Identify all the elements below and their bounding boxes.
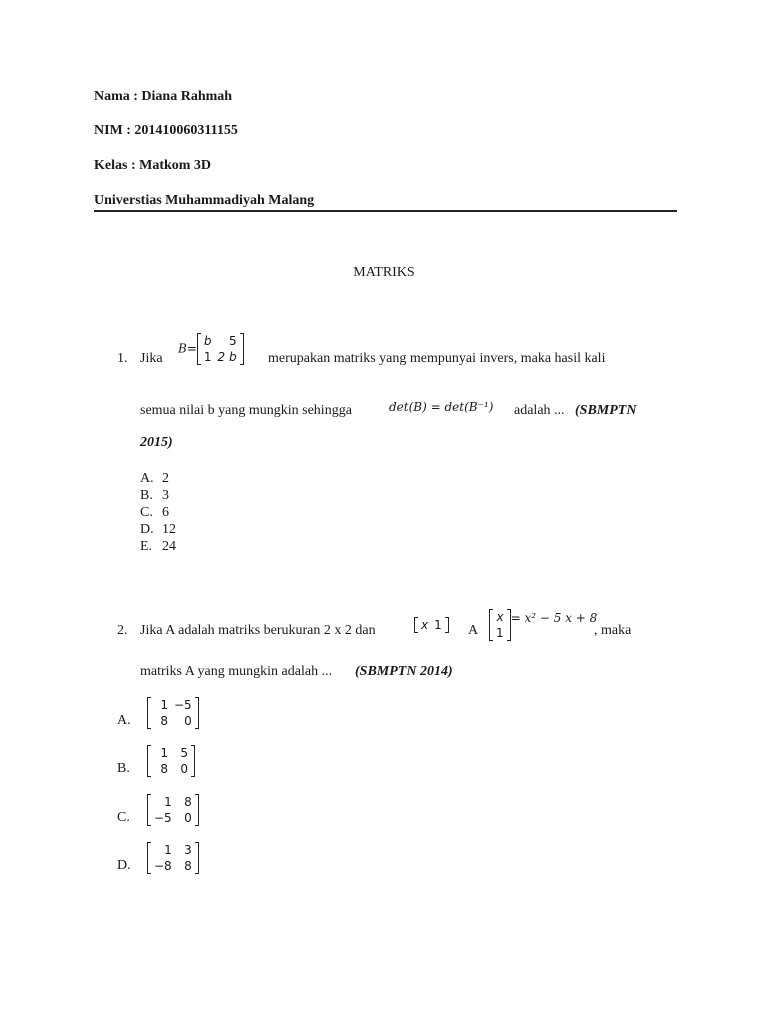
- question-2-text-line2: matriks A yang mungkin adalah ...: [140, 664, 333, 679]
- matrix-b-label: B: [178, 341, 187, 356]
- option-item: [140, 521, 176, 538]
- question-1-options: [140, 470, 176, 555]
- option-matrix-cell: 0: [180, 762, 188, 776]
- student-name: Nama : Diana Rahmah: [94, 89, 233, 104]
- page-title: MATRIKS: [353, 265, 415, 280]
- option-matrix-cell: 3: [184, 843, 192, 857]
- question-1-text-line1: merupakan matriks yang mempunyai invers, maka hasil kali: [268, 351, 606, 366]
- row-vector: [414, 617, 449, 633]
- option-matrix-cell: 0: [184, 714, 192, 728]
- student-nim: NIM : 201410060311155: [94, 123, 238, 138]
- option-matrix: [147, 842, 199, 874]
- option-matrix-cell: 8: [160, 714, 168, 728]
- matrix-a-label: A: [468, 623, 479, 638]
- quadratic-rhs: = x² − 5 x + 8: [510, 611, 598, 625]
- question-1-source-part1: (SBMPTN: [575, 403, 637, 418]
- option-label: D.: [117, 858, 131, 873]
- option-matrix-cell: 8: [160, 762, 168, 776]
- option-matrix-cell: 5: [180, 746, 188, 760]
- option-label: A.: [117, 713, 131, 728]
- option-value: 3: [162, 488, 169, 503]
- option-matrix-cell: −8: [154, 859, 172, 873]
- option-matrix: [147, 794, 199, 826]
- matrix-b-cell: b: [203, 334, 212, 348]
- question-2-source: (SBMPTN 2014): [355, 664, 453, 679]
- option-matrix-cell: 1: [164, 795, 172, 809]
- option-matrix-cell: 1: [160, 746, 168, 760]
- option-label: A.: [140, 471, 154, 486]
- student-class: Kelas : Matkom 3D: [94, 158, 212, 173]
- option-value: 2: [162, 471, 169, 486]
- option-value: 6: [162, 505, 169, 520]
- option-label: D.: [140, 522, 154, 537]
- row-vector-x: x: [421, 618, 429, 632]
- option-label: C.: [140, 505, 153, 520]
- question-1-matrix-expr: [178, 333, 244, 365]
- option-matrix-cell: −5: [174, 698, 192, 712]
- question-1-text-line2: semua nilai b yang mungkin sehingga: [140, 403, 352, 418]
- row-vector-1: 1: [434, 618, 442, 632]
- matrix-b: [197, 333, 244, 365]
- question-1-jika: Jika: [140, 351, 163, 366]
- equals-sign: =: [186, 341, 197, 356]
- question-2-maka: , maka: [594, 623, 632, 638]
- determinant-expression: det(B) = det(B⁻¹): [389, 400, 494, 414]
- option-item: [140, 470, 176, 487]
- column-vector-1: 1: [496, 626, 504, 640]
- option-matrix-cell: 1: [160, 698, 168, 712]
- matrix-b-cell: 5: [228, 334, 237, 348]
- option-matrix: [147, 697, 199, 729]
- option-label: C.: [117, 810, 130, 825]
- option-item: [140, 487, 176, 504]
- option-item: [140, 538, 176, 555]
- option-matrix-cell: 8: [184, 859, 192, 873]
- option-matrix-brackets: [147, 842, 199, 874]
- matrix-b-cell: 1: [203, 350, 212, 364]
- row-vector-matrix: [414, 617, 449, 633]
- question-1-number: 1.: [117, 351, 128, 366]
- option-matrix-brackets: [147, 697, 199, 729]
- option-label: B.: [117, 761, 130, 776]
- option-matrix-cell: 1: [164, 843, 172, 857]
- header-divider: [94, 210, 677, 212]
- option-matrix-brackets: [147, 794, 199, 826]
- option-item: [140, 504, 176, 521]
- option-value: 24: [162, 539, 176, 554]
- option-matrix-cell: −5: [154, 811, 172, 825]
- university-name: Universtias Muhammadiyah Malang: [94, 193, 315, 208]
- option-matrix-cell: 8: [184, 795, 192, 809]
- option-matrix-brackets: [147, 745, 195, 777]
- option-matrix-cell: 0: [184, 811, 192, 825]
- column-vector-x: x: [496, 610, 504, 624]
- option-label: E.: [140, 539, 153, 554]
- question-1-adalah: adalah ...: [514, 403, 565, 418]
- matrix-b-cell: 2 b: [217, 350, 237, 364]
- question-2-number: 2.: [117, 623, 128, 638]
- option-matrix: [147, 745, 195, 777]
- option-label: B.: [140, 488, 153, 503]
- question-2-text-line1: Jika A adalah matriks berukuran 2 x 2 dan: [140, 623, 376, 638]
- option-value: 12: [162, 522, 176, 537]
- column-vector-expr: [489, 609, 597, 641]
- column-vector: [489, 609, 511, 641]
- question-1-source-part2: 2015): [140, 435, 173, 450]
